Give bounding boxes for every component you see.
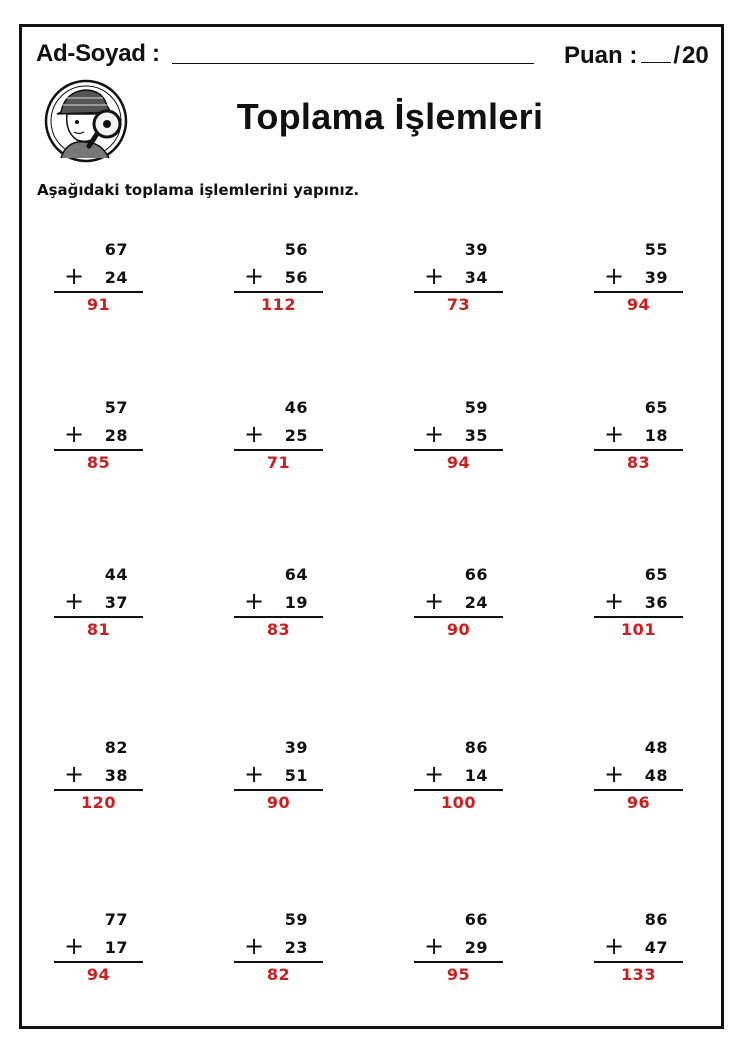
plus-sign: + [424,587,445,615]
addition-problem [414,398,504,472]
plus-sign: + [64,262,85,290]
addend-top: 44 [104,565,128,584]
sum-answer: 100 [441,793,476,812]
addition-problem [594,910,684,984]
sum-line [234,789,323,791]
plus-sign: + [244,262,265,290]
sum-line [54,449,143,451]
addition-problem [234,738,324,812]
plus-sign: + [244,420,265,448]
sum-line [594,291,683,293]
addend-top: 65 [644,565,668,584]
sum-line [594,449,683,451]
sum-answer: 94 [86,965,111,984]
addend-top: 82 [104,738,128,757]
addend-top: 55 [644,240,668,259]
sum-answer: 91 [86,295,111,314]
name-write-line [172,63,534,64]
plus-sign: + [64,420,85,448]
addend-bottom: 48 [644,766,668,785]
sum-answer: 85 [86,453,111,472]
addition-problem [414,738,504,812]
plus-sign: + [244,587,265,615]
addition-problem [234,240,324,314]
addend-top: 65 [644,398,668,417]
addend-top: 77 [104,910,128,929]
addend-bottom: 34 [464,268,488,287]
addition-problem [594,738,684,812]
addend-bottom: 28 [104,426,128,445]
plus-sign: + [424,420,445,448]
addend-bottom: 17 [104,938,128,957]
sum-answer: 96 [626,793,651,812]
addend-bottom: 29 [464,938,488,957]
addend-bottom: 19 [284,593,308,612]
addend-top: 39 [284,738,308,757]
plus-sign: + [604,420,625,448]
addend-top: 48 [644,738,668,757]
addition-problem [414,565,504,639]
addend-bottom: 24 [464,593,488,612]
addition-problem [594,240,684,314]
sum-answer: 81 [86,620,111,639]
addition-problem [54,398,144,472]
addend-top: 39 [464,240,488,259]
sum-answer: 71 [266,453,291,472]
sum-line [594,961,683,963]
sum-answer: 73 [446,295,471,314]
sum-answer: 95 [446,965,471,984]
sum-answer: 94 [626,295,651,314]
score-label: Puan : [564,42,638,69]
plus-sign: + [244,760,265,788]
addend-bottom: 23 [284,938,308,957]
addend-top: 64 [284,565,308,584]
addend-top: 66 [464,910,488,929]
sum-line [54,789,143,791]
worksheet-header [36,38,720,72]
sum-line [54,291,143,293]
addend-bottom: 38 [104,766,128,785]
addition-problem [234,910,324,984]
sum-line [414,449,503,451]
sum-line [234,616,323,618]
sum-line [414,616,503,618]
addend-top: 86 [644,910,668,929]
addition-problem [54,910,144,984]
addition-problem [234,398,324,472]
sum-line [594,789,683,791]
addition-problem [54,240,144,314]
addend-top: 66 [464,565,488,584]
addend-top: 59 [284,910,308,929]
addend-bottom: 18 [644,426,668,445]
plus-sign: + [604,587,625,615]
addend-bottom: 47 [644,938,668,957]
sum-line [594,616,683,618]
addition-problem [414,910,504,984]
plus-sign: + [244,932,265,960]
addend-bottom: 39 [644,268,668,287]
plus-sign: + [604,262,625,290]
sum-answer: 133 [621,965,656,984]
plus-sign: + [64,932,85,960]
plus-sign: + [64,760,85,788]
addition-problem [414,240,504,314]
sum-line [54,961,143,963]
worksheet-border [19,24,724,1029]
addend-top: 86 [464,738,488,757]
sum-line [414,789,503,791]
addition-problem [594,398,684,472]
addend-bottom: 36 [644,593,668,612]
addend-bottom: 24 [104,268,128,287]
addition-problem [234,565,324,639]
sum-answer: 90 [266,793,291,812]
sum-line [234,449,323,451]
page-title: Toplama İşlemleri [236,96,544,137]
score-slash: / [673,42,681,69]
sum-answer: 94 [446,453,471,472]
sum-line [234,291,323,293]
sum-answer: 83 [266,620,291,639]
sum-answer: 112 [261,295,296,314]
plus-sign: + [604,760,625,788]
score-blank [641,40,671,63]
addend-bottom: 37 [104,593,128,612]
plus-sign: + [424,932,445,960]
sum-line [234,961,323,963]
instruction-text: Aşağıdaki toplama işlemlerini yapınız. [37,181,360,199]
addend-bottom: 14 [464,766,488,785]
sum-answer: 120 [81,793,116,812]
plus-sign: + [64,587,85,615]
addend-bottom: 51 [284,766,308,785]
score-total: 20 [682,42,709,69]
addend-top: 46 [284,398,308,417]
sum-answer: 101 [621,620,656,639]
plus-sign: + [424,760,445,788]
addition-problem [54,738,144,812]
sum-line [414,291,503,293]
sum-answer: 82 [266,965,291,984]
addend-bottom: 25 [284,426,308,445]
addition-problem [54,565,144,639]
plus-sign: + [604,932,625,960]
detective-with-magnifier-icon [37,78,135,164]
plus-sign: + [424,262,445,290]
sum-line [54,616,143,618]
name-label: Ad-Soyad : [36,40,160,67]
addend-bottom: 56 [284,268,308,287]
addend-top: 67 [104,240,128,259]
addend-top: 57 [104,398,128,417]
sum-answer: 83 [626,453,651,472]
addend-top: 59 [464,398,488,417]
score-field [564,40,709,70]
sum-answer: 90 [446,620,471,639]
addend-bottom: 35 [464,426,488,445]
addend-top: 56 [284,240,308,259]
sum-line [414,961,503,963]
addition-problem [594,565,684,639]
